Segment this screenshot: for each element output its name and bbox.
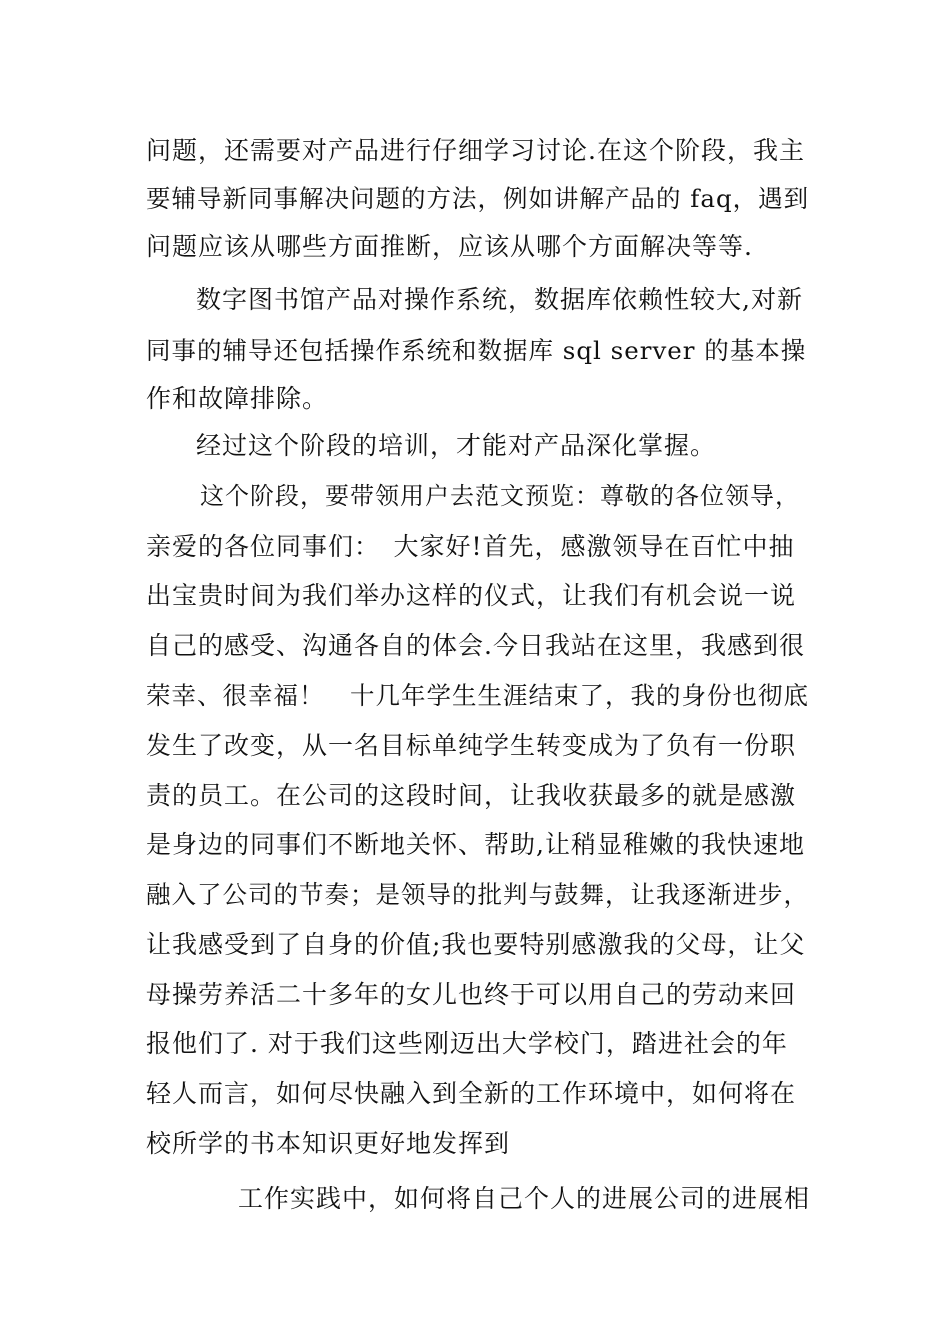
text-line: 作和故障排除。 (146, 384, 329, 413)
text-line: 让我感受到了自身的价值;我也要特别感激我的父母，让父 (146, 930, 806, 959)
text-line: 报他们了. 对于我们这些刚迈出大学校门，踏进社会的年 (146, 1029, 788, 1058)
text-line: 是身边的同事们不断地关怀、帮助,让稍显稚嫩的我快速地 (146, 830, 805, 859)
text-line: 融入了公司的节奏；是领导的批判与鼓舞，让我逐渐进步， (146, 880, 809, 909)
text-line: 发生了改变，从一名目标单纯学生转变成为了负有一份职 (146, 731, 797, 760)
text-line: 要辅导新同事解决问题的方法，例如讲解产品的 faq，遇到 (146, 184, 810, 213)
text-line: 工作实践中，如何将自己个人的进展公司的进展相 (238, 1184, 811, 1213)
text-line: 出宝贵时间为我们举办这样的仪式，让我们有机会说一说 (146, 581, 797, 610)
text-line: 问题应该从哪些方面推断，应该从哪个方面解决等等. (146, 232, 753, 261)
text-line: 荣幸、很幸福！ 十几年学生生涯结束了，我的身份也彻底 (146, 681, 809, 710)
text-line: 亲爱的各位同事们： 大家好!首先，感激领导在百忙中抽 (146, 532, 795, 561)
text-line: 这个阶段，要带领用户去范文预览：尊敬的各位领导， (200, 482, 800, 510)
text-line: 同事的辅导还包括操作系统和数据库 sql server 的基本操 (146, 336, 807, 365)
text-line: 数字图书馆产品对操作系统，数据库依赖性较大,对新 (196, 285, 803, 314)
text-line: 经过这个阶段的培训，才能对产品深化掌握。 (196, 431, 717, 460)
text-line: 问题，还需要对产品进行仔细学习讨论.在这个阶段，我主 (146, 136, 805, 165)
text-line: 自己的感受、沟通各自的体会.今日我站在这里，我感到很 (146, 631, 805, 660)
text-line: 责的员工。在公司的这段时间，让我收获最多的就是感激 (146, 781, 797, 810)
text-line: 轻人而言，如何尽快融入到全新的工作环境中，如何将在 (146, 1079, 797, 1108)
text-line: 校所学的书本知识更好地发挥到 (146, 1129, 511, 1158)
text-line: 母操劳养活二十多年的女儿也终于可以用自己的劳动来回 (146, 980, 797, 1009)
